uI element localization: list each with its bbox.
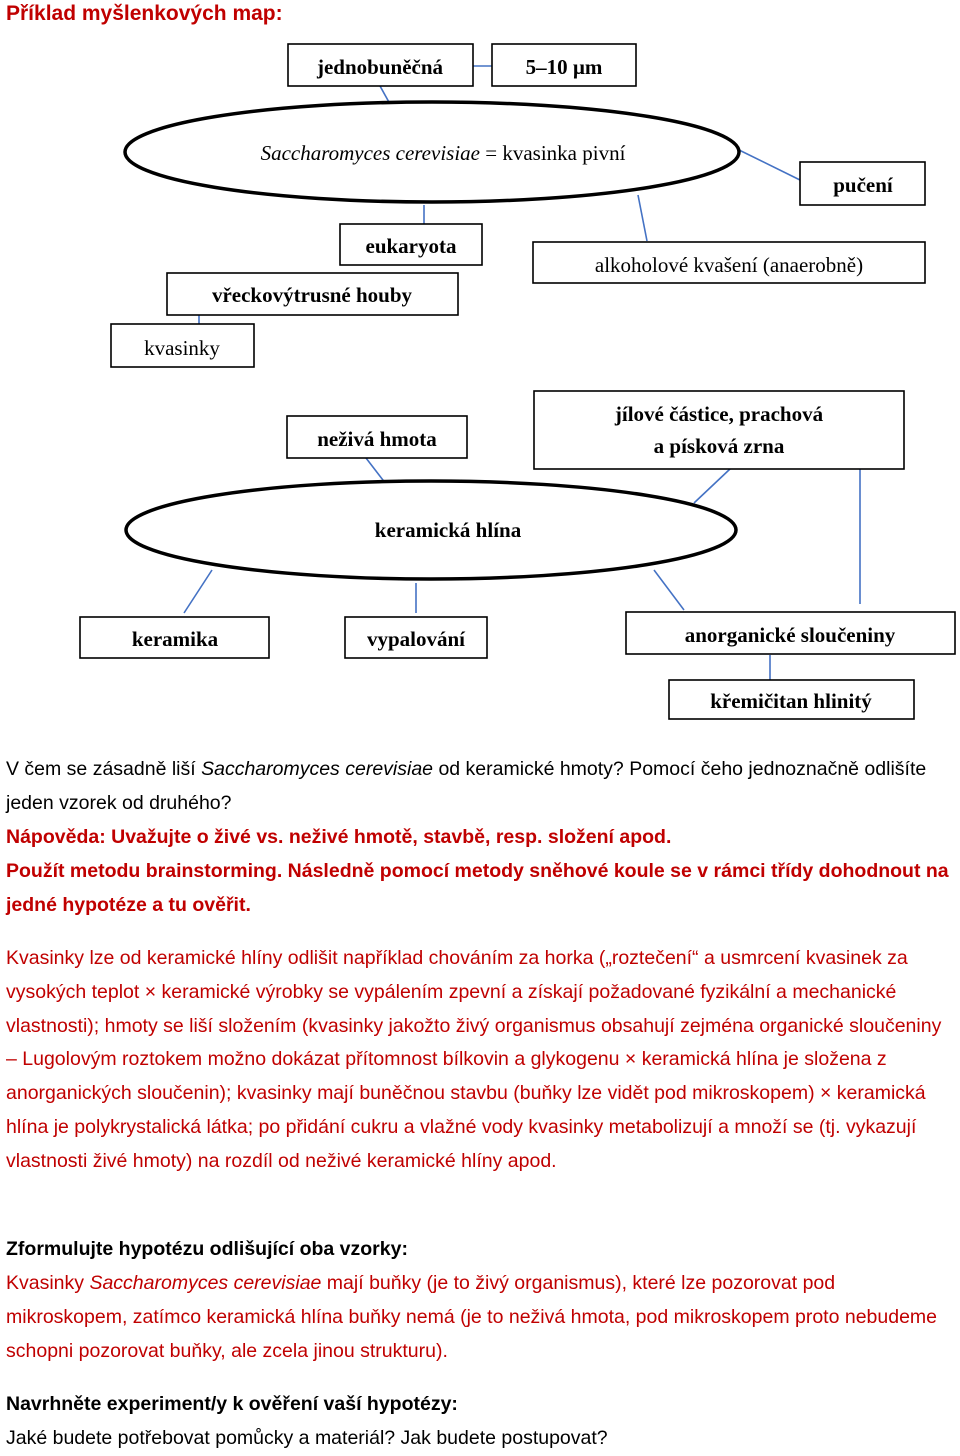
hypothesis-part1: Kvasinky (6, 1272, 90, 1294)
hypothesis-italic: Saccharomyces cerevisiae (89, 1272, 322, 1294)
node-eukaryota (340, 224, 482, 265)
node-keramika-label: keramika (131, 627, 219, 651)
connector-alkoholove (638, 195, 647, 241)
node-kremicitan-label: křemičitan hlinitý (710, 689, 872, 713)
node-alkoholove (533, 242, 925, 283)
center-keramicka-label: keramická hlína (374, 518, 522, 542)
experiment-heading: Navrhněte experiment/y k ověření vaší hypotézy: (6, 1393, 458, 1415)
node-eukaryota-label: eukaryota (365, 234, 457, 258)
connector-puceni (735, 148, 800, 180)
node-keramika (80, 617, 269, 658)
node-neziva-hmota (287, 416, 467, 458)
experiment-question: Jaké budete potřebovat pomůcky a materiál? Jak budete postupovat? (6, 1427, 608, 1449)
connector-keramika (184, 570, 212, 613)
hypothesis-part2: mají buňky (je to živý organismus), které lze pozorovat pod mikroskopem, zatímco keramická hlína buňky nemá (je to neživá hmota, pod mikroskopem proto nebudeme schopni pozorovat buňky, ale zcela jinou strukturu). (6, 1272, 938, 1362)
question-part2: od keramické hmoty? Pomocí čeho jednoznačně odlišíte jeden vzorek od druhého? (6, 758, 927, 814)
node-jilove-line1: jílové částice, prachová (614, 402, 824, 426)
node-neziva-label: neživá hmota (317, 427, 437, 451)
hypothesis-heading: Zformulujte hypotézu odlišující oba vzorky: (6, 1238, 408, 1260)
node-vypalovani (345, 617, 487, 658)
connector-jilove-a (694, 469, 730, 503)
answer-paragraph: Kvasinky lze od keramické hlíny odlišit například chováním za horka („roztečení“ a usmrcení kvasinek za vysokých teplot × keramické výrobky se vypálením zpevní a získají požadované fyzikální a mechanické vlastnosti); hmoty se liší složením (kvasinky jakožto živý organismus obsahují zejména organické sloučeniny – Lugolovým roztokem možno dokázat přítomnost bílkovin a glykogenu × keramická hlína je složena z anorganických sloučenin); kvasinky mají buněčnou stavbu (buňky lze vidět pod mikroskopem) × keramická hlína je polykrystalická látka; po přidání cukru a vlažné vody kvasinky metabolizují a množí se (tj. vykazují vlastnosti živé hmoty) na rozdíl od neživé keramické hlíny apod. (6, 947, 942, 1172)
node-alkoholove-label: alkoholové kvašení (anaerobně) (594, 253, 864, 277)
node-size (492, 44, 636, 86)
node-vreckovytrusne-label: vřeckovýtrusné houby (211, 283, 413, 307)
node-kvasinky-label: kvasinky (144, 336, 220, 360)
node-puceni-label: pučení (833, 173, 893, 197)
node-jednobunecna-label: jednobuněčná (316, 55, 444, 79)
node-size-label: 5–10 µm (525, 55, 603, 79)
node-puceni (800, 162, 925, 205)
node-kremicitan (669, 680, 914, 719)
hint-line2: Použít metodu brainstorming. Následně pomocí metody sněhové koule se v rámci třídy dohodnout na jedné hypotéze a tu ověřit. (6, 860, 949, 916)
node-anorganicke-label: anorganické sloučeniny (684, 623, 896, 647)
question-part1: V čem se zásadně liší (6, 758, 202, 780)
node-jednobunecna (288, 44, 473, 86)
node-center-saccharomyces (125, 102, 739, 202)
node-kvasinky (111, 324, 254, 367)
node-vypalovani-label: vypalování (366, 627, 466, 651)
node-jilove-castice (534, 391, 904, 469)
center-saccharomyces-label: Saccharomyces cerevisiae = kvasinka pivní (260, 141, 626, 165)
hint-line1: Nápověda: Uvažujte o živé vs. neživé hmotě, stavbě, resp. složení apod. (6, 826, 672, 848)
question-italic: Saccharomyces cerevisiae (201, 758, 434, 780)
node-anorganicke (626, 612, 955, 654)
hypothesis-paragraph (6, 1267, 954, 1368)
connector-anorganicke (654, 570, 684, 610)
page-heading: Příklad myšlenkových map: (6, 2, 283, 25)
node-center-keramicka-hlina (126, 481, 736, 579)
question-paragraph (6, 753, 954, 821)
node-vreckovytrusne (167, 273, 458, 315)
node-jilove-line2: a písková zrna (653, 434, 785, 458)
